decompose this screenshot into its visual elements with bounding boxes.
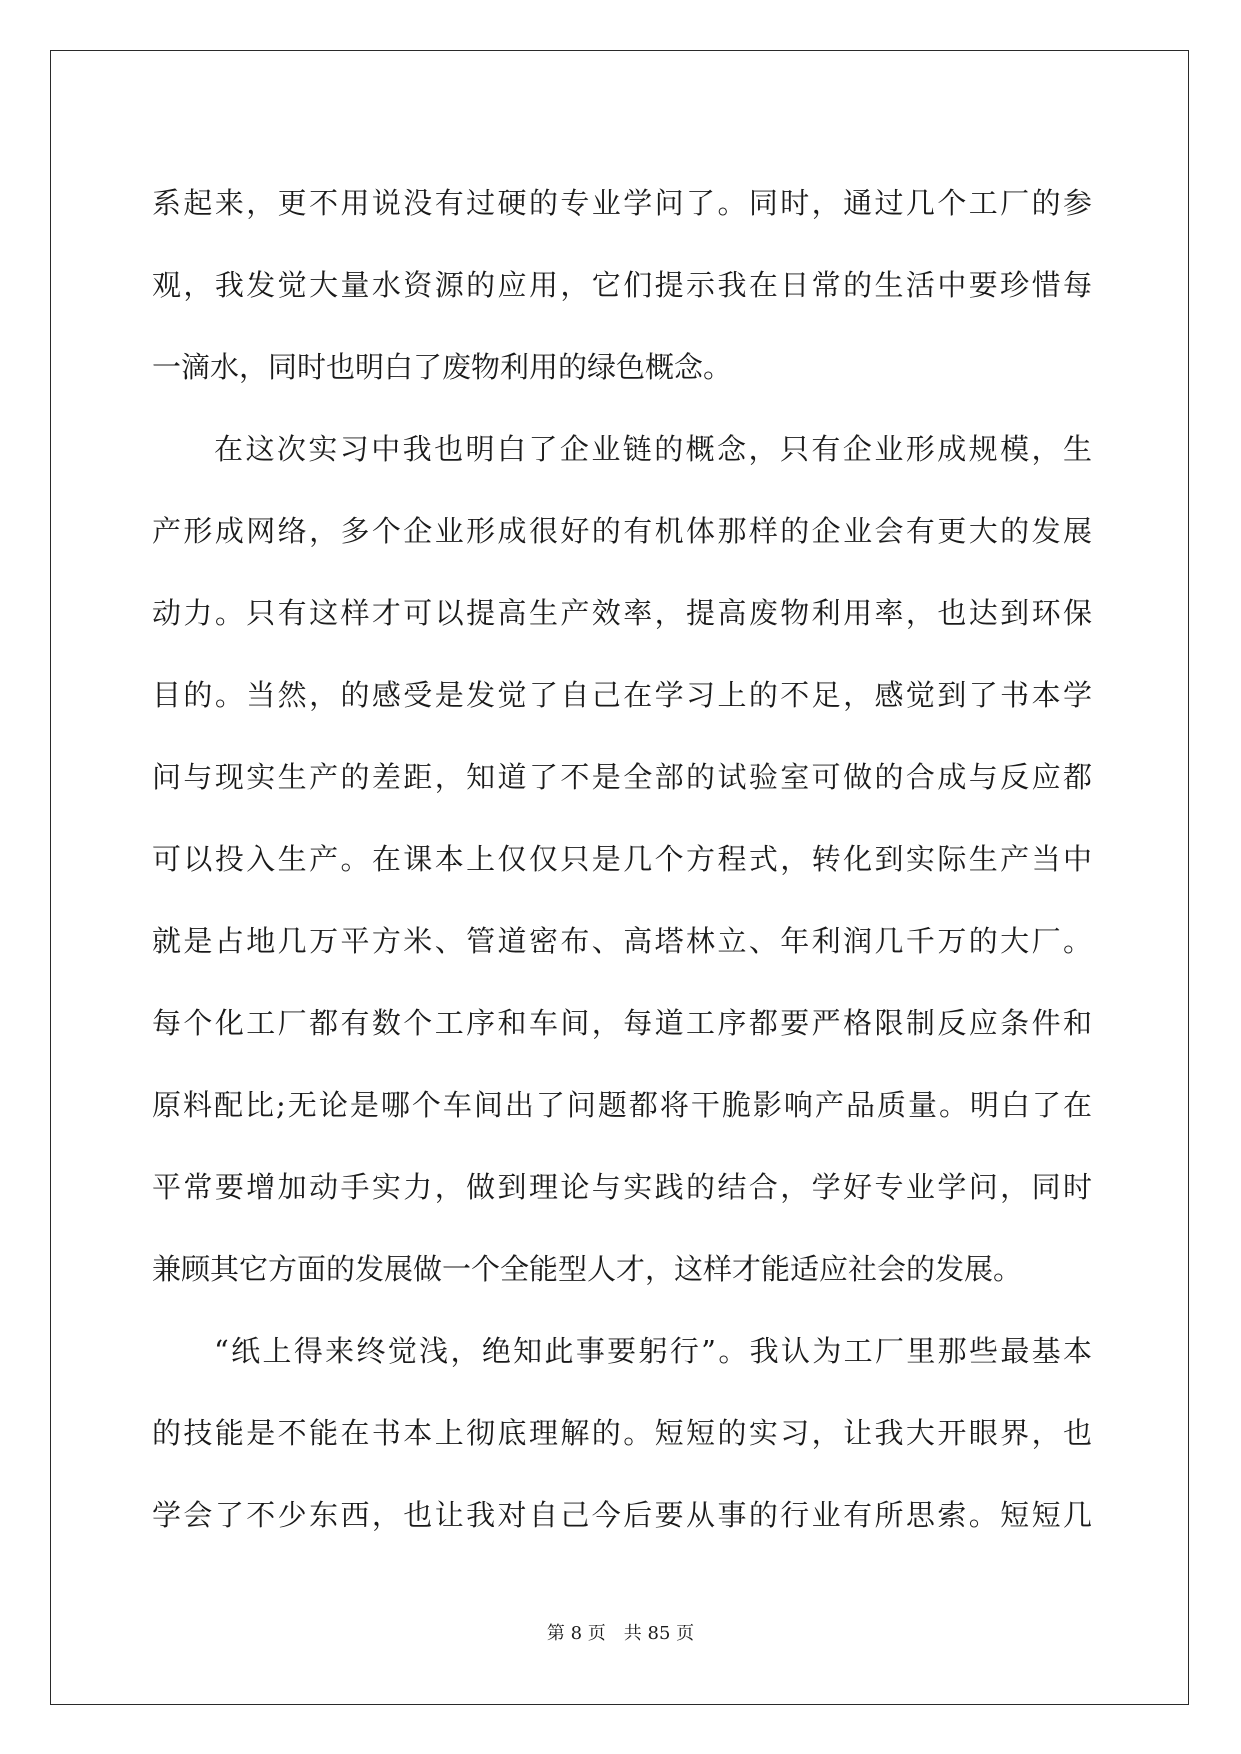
text-line: 的技能是不能在书本上彻底理解的。短短的实习，让我大开眼界，也 — [152, 1416, 1092, 1450]
text-line: 动力。只有这样才可以提高生产效率，提高废物利用率，也达到环保 — [152, 596, 1092, 630]
text-line: 每个化工厂都有数个工序和车间，每道工序都要严格限制反应条件和 — [152, 1006, 1092, 1040]
text-line: 问与现实生产的差距，知道了不是全部的试验室可做的合成与反应都 — [152, 760, 1092, 794]
text-line: 观，我发觉大量水资源的应用，它们提示我在日常的生活中要珍惜每 — [152, 268, 1092, 302]
body-text — [152, 162, 1092, 1556]
page-total: 共 85 页 — [623, 1623, 695, 1644]
text-line: 平常要增加动手实力，做到理论与实践的结合，学好专业学问，同时 — [152, 1170, 1092, 1204]
text-line: 一滴水，同时也明白了废物利用的绿色概念。 — [152, 350, 733, 384]
text-line: 可以投入生产。在课本上仅仅只是几个方程式，转化到实际生产当中 — [152, 842, 1092, 876]
text-line: 学会了不少东西，也让我对自己今后要从事的行业有所思索。短短几 — [152, 1498, 1092, 1532]
text-line: 系起来，更不用说没有过硬的专业学问了。同时，通过几个工厂的参 — [152, 186, 1092, 220]
text-line: 就是占地几万平方米、管道密布、高塔林立、年利润几千万的大厂。 — [152, 924, 1092, 958]
text-line: “纸上得来终觉浅，绝知此事要躬行”。我认为工厂里那些最基本 — [214, 1334, 1092, 1368]
text-line: 在这次实习中我也明白了企业链的概念，只有企业形成规模，生 — [214, 432, 1092, 466]
text-line: 目的。当然，的感受是发觉了自己在学习上的不足，感觉到了书本学 — [152, 678, 1092, 712]
text-line: 原料配比;无论是哪个车间出了问题都将干脆影响产品质量。明白了在 — [152, 1088, 1092, 1122]
text-line: 产形成网络，多个企业形成很好的有机体那样的企业会有更大的发展 — [152, 514, 1092, 548]
page-number: 第 8 页 — [546, 1623, 606, 1644]
page-footer — [0, 1619, 1241, 1645]
text-line: 兼顾其它方面的发展做一个全能型人才，这样才能适应社会的发展。 — [152, 1252, 1023, 1286]
